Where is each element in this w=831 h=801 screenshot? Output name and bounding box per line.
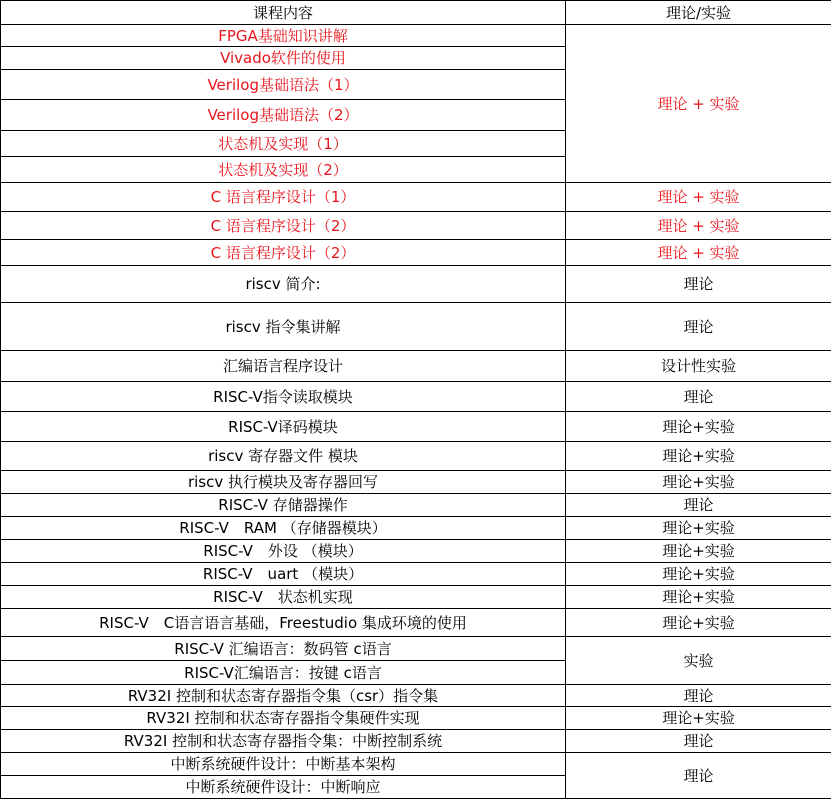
content-cell: RISC-V 存储器操作	[1, 494, 566, 517]
table-row	[1, 540, 831, 563]
type-cell: 理论	[566, 266, 831, 303]
type-cell: 理论 + 实验	[566, 240, 831, 266]
type-cell: 理论+实验	[566, 412, 831, 442]
content-cell: RV32I 控制和状态寄存器指令集：中断控制系统	[1, 730, 566, 753]
table-row	[1, 609, 831, 637]
content-cell: RISC-V 状态机实现	[1, 586, 566, 609]
content-cell: FPGA基础知识讲解	[1, 25, 566, 47]
content-cell: RISC-V汇编语言：按键 c语言	[1, 661, 566, 685]
type-cell: 理论	[566, 494, 831, 517]
content-cell: RISC-V 外设 （模块）	[1, 540, 566, 563]
content-cell: riscv 执行模块及寄存器回写	[1, 471, 566, 494]
table-row	[1, 266, 831, 303]
table-row	[1, 586, 831, 609]
table-row	[1, 212, 831, 240]
type-cell: 理论	[566, 685, 831, 707]
table-row	[1, 382, 831, 412]
table-row	[1, 685, 831, 707]
content-cell: C 语言程序设计（2）	[1, 240, 566, 266]
content-cell: Verilog基础语法（2）	[1, 100, 566, 131]
type-cell: 理论+实验	[566, 707, 831, 730]
table-row	[1, 637, 831, 661]
content-cell: RISC-V C语言语言基础，Freestudio 集成环境的使用	[1, 609, 566, 637]
content-cell: 状态机及实现（1）	[1, 131, 566, 157]
table-row	[1, 303, 831, 351]
type-cell: 理论 + 实验	[566, 212, 831, 240]
table-row	[1, 517, 831, 540]
type-cell: 理论+实验	[566, 609, 831, 637]
content-cell: 状态机及实现（2）	[1, 157, 566, 183]
type-cell: 理论+实验	[566, 586, 831, 609]
type-cell: 理论 + 实验	[566, 183, 831, 212]
content-cell: 中断系统硬件设计：中断基本架构	[1, 753, 566, 776]
content-cell: 中断系统硬件设计：中断响应	[1, 776, 566, 799]
table-row	[1, 563, 831, 586]
table-row	[1, 183, 831, 212]
type-cell: 理论+实验	[566, 471, 831, 494]
table-row	[1, 351, 831, 382]
content-cell: riscv 简介:	[1, 266, 566, 303]
table-row	[1, 471, 831, 494]
table-row	[1, 494, 831, 517]
type-cell-merged-interrupt: 理论	[566, 753, 831, 799]
type-cell: 理论+实验	[566, 540, 831, 563]
table-row	[1, 730, 831, 753]
content-cell: RV32I 控制和状态寄存器指令集（csr）指令集	[1, 685, 566, 707]
type-cell: 理论	[566, 303, 831, 351]
table-row	[1, 442, 831, 471]
content-cell: RISC-V译码模块	[1, 412, 566, 442]
content-cell: riscv 寄存器文件 模块	[1, 442, 566, 471]
content-cell: RISC-V指令读取模块	[1, 382, 566, 412]
content-cell: RV32I 控制和状态寄存器指令集硬件实现	[1, 707, 566, 730]
table-row	[1, 240, 831, 266]
content-cell: C 语言程序设计（1）	[1, 183, 566, 212]
type-cell-merged-fpga: 理论 + 实验	[566, 25, 831, 183]
table-row	[1, 707, 831, 730]
content-cell: 汇编语言程序设计	[1, 351, 566, 382]
type-cell: 理论	[566, 382, 831, 412]
type-cell: 设计性实验	[566, 351, 831, 382]
content-cell: Vivado软件的使用	[1, 47, 566, 70]
header-type: 理论/实验	[566, 1, 831, 25]
content-cell: RISC-V RAM （存储器模块）	[1, 517, 566, 540]
table-row	[1, 25, 831, 47]
type-cell-merged-asm: 实验	[566, 637, 831, 685]
header-row	[1, 1, 831, 25]
table-row	[1, 412, 831, 442]
content-cell: riscv 指令集讲解	[1, 303, 566, 351]
content-cell: C 语言程序设计（2）	[1, 212, 566, 240]
header-content: 课程内容	[1, 1, 566, 25]
content-cell: RISC-V uart （模块）	[1, 563, 566, 586]
content-cell: RISC-V 汇编语言：数码管 c语言	[1, 637, 566, 661]
type-cell: 理论+实验	[566, 442, 831, 471]
type-cell: 理论+实验	[566, 517, 831, 540]
content-cell: Verilog基础语法（1）	[1, 70, 566, 100]
table-row	[1, 753, 831, 776]
type-cell: 理论	[566, 730, 831, 753]
type-cell: 理论+实验	[566, 563, 831, 586]
